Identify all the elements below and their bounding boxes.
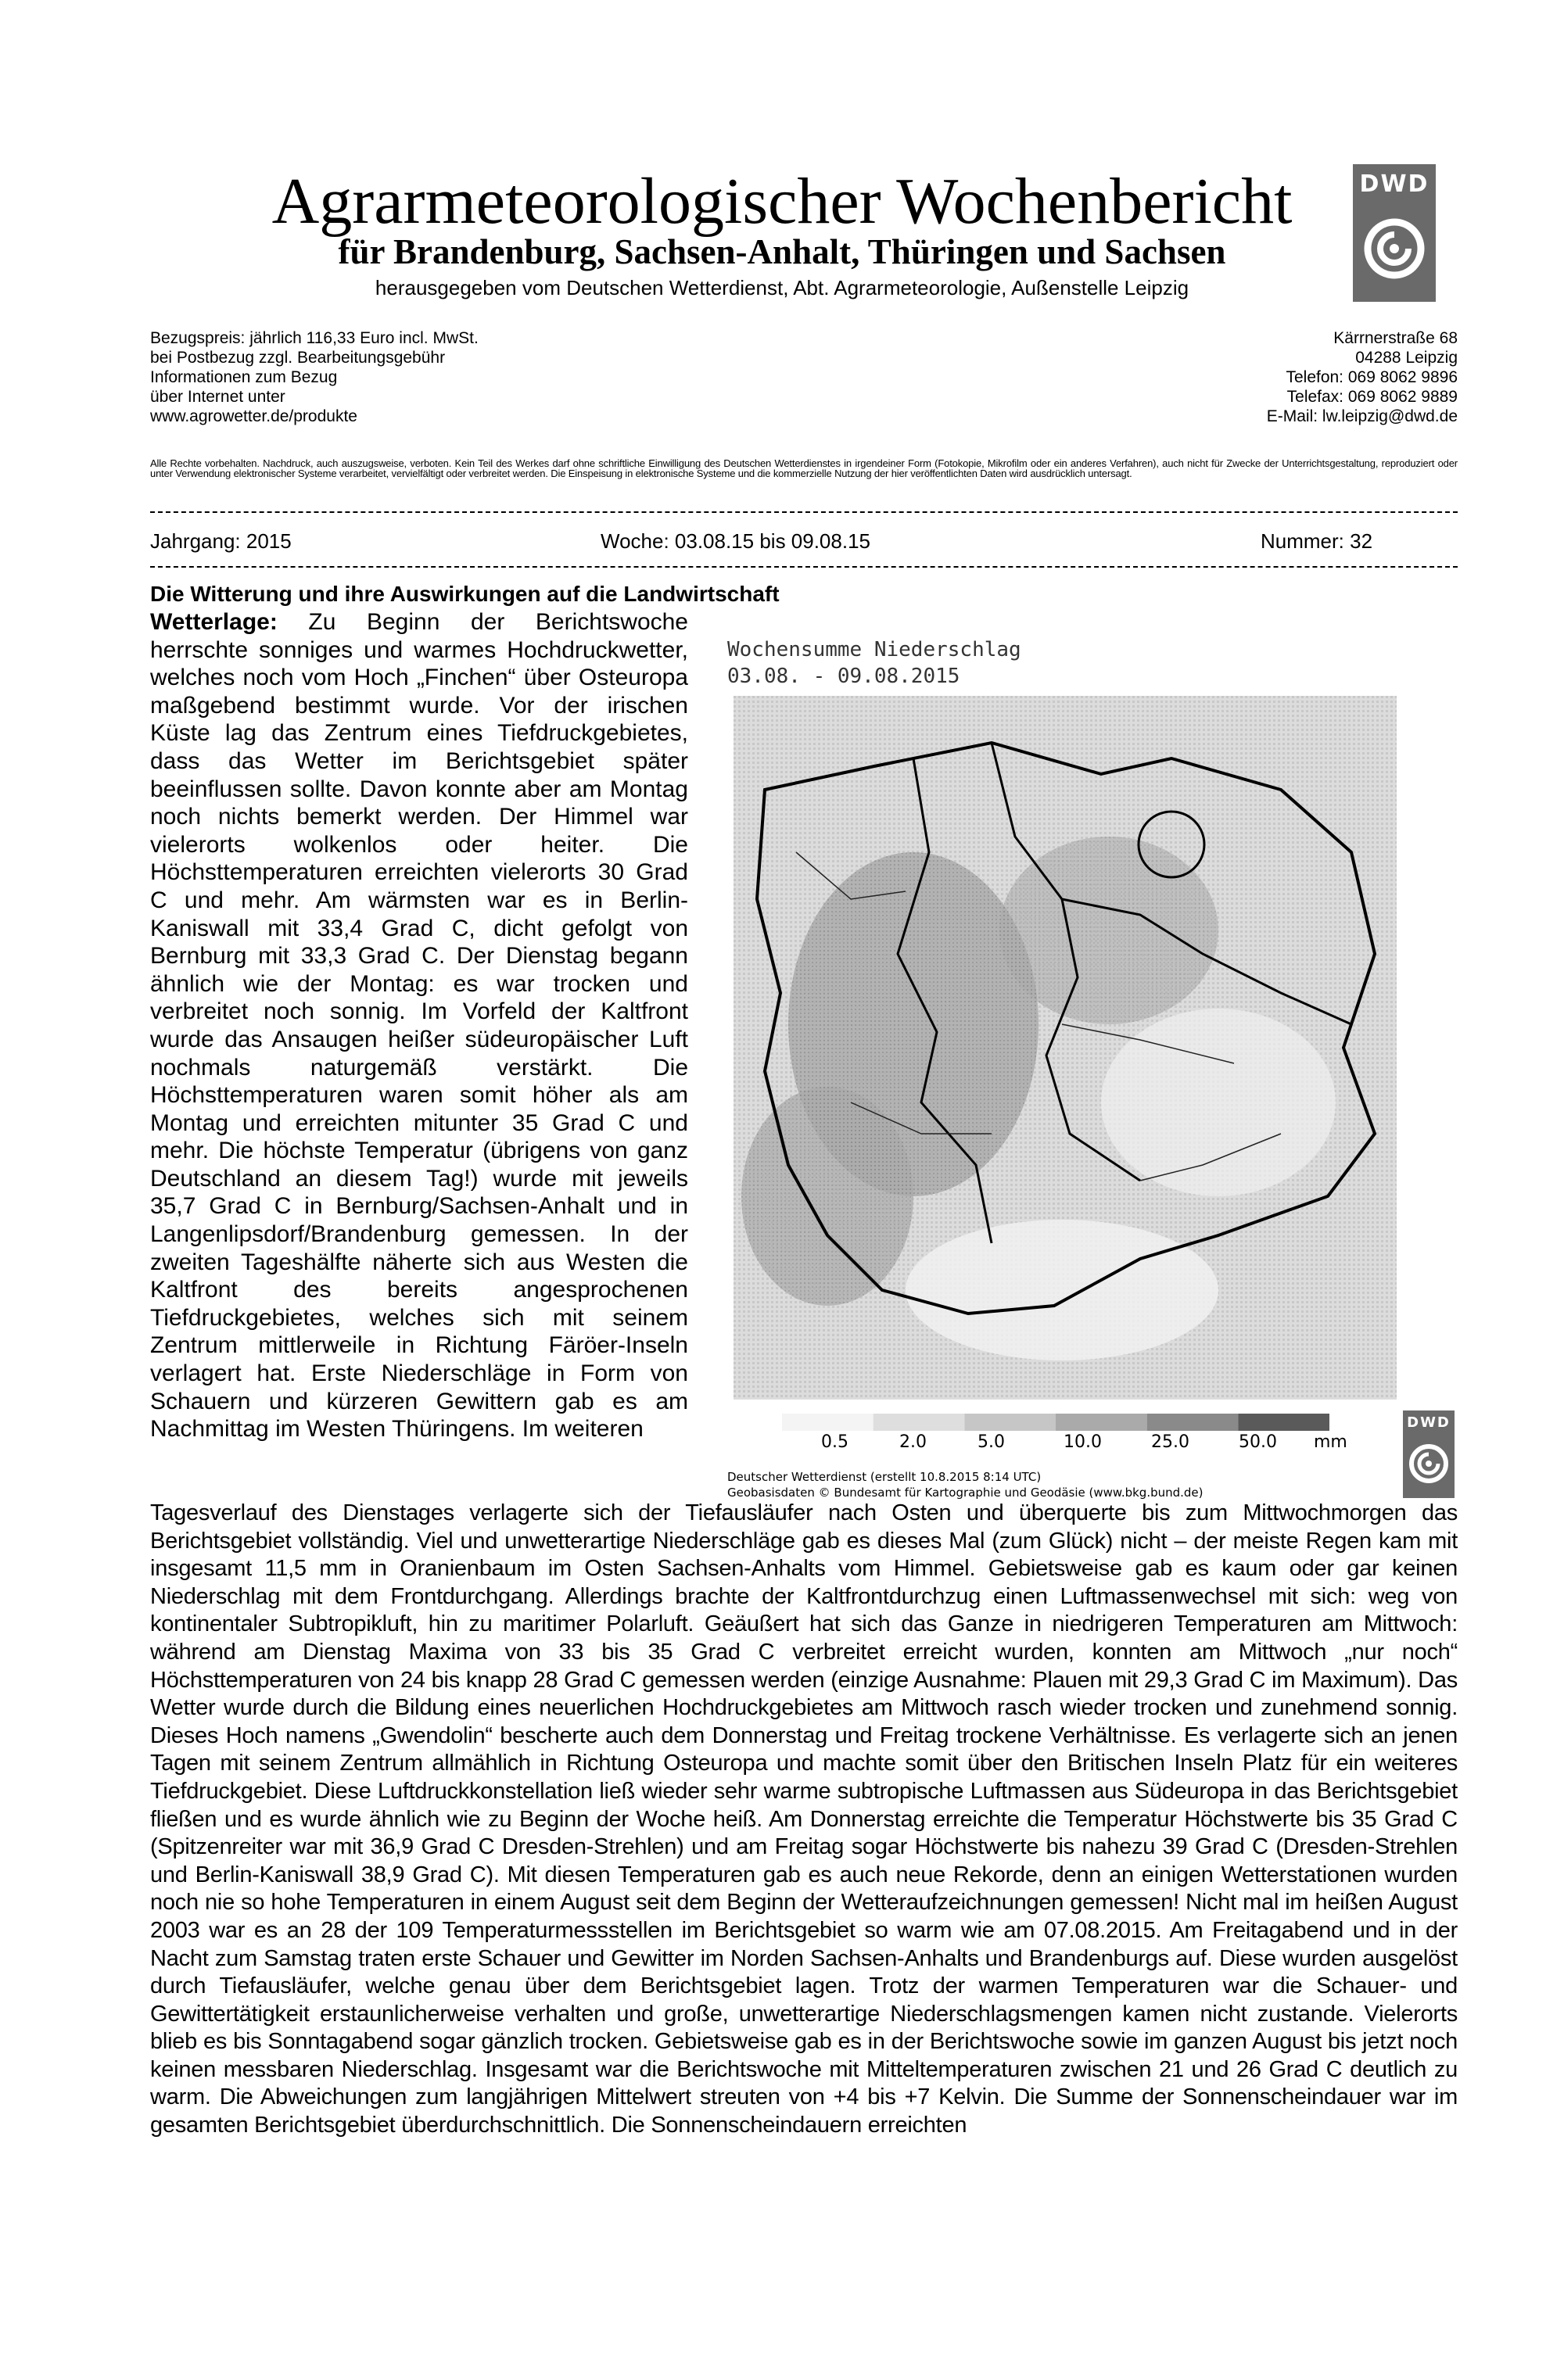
address-phone: Telefon: 069 8062 9896 xyxy=(1286,368,1458,386)
section-heading: Die Witterung und ihre Auswirkungen auf die Landwirtschaft xyxy=(150,582,780,606)
map-credit: Deutscher Wetterdienst (erstellt 10.8.2015 8:14 UTC) xyxy=(727,1470,1042,1484)
weather-text-left-body: Zu Beginn der Berichtswoche herrschte sonniges und warmes Hochdruckwetter, welches noch vom Hoch „Finchen“ über Osteuropa maßgebend bestimmt wurde. Vor der irischen Küste lag das Zentrum eines Tiefdruckgebietes, dass das Wetter im Berichtsgebiet später beeinflussen sollte. Davon konnte aber am Montag noch nichts bemerkt werden. Der Himmel war vielerorts wolkenlos oder heiter. Die Höchsttemperaturen erreichten vielerorts 30 Grad C und mehr. Am wärmsten war es in Berlin-Kaniswall mit 33,4 Grad C, dicht gefolgt von Bernburg mit 33,3 Grad C. Der Dienstag begann ähnlich wie der Montag: es war trocken und verbreitet noch sonnig. Im Vorfeld der Kaltfront wurde das Ansaugen heißer südeuropäischer Luft nochmals naturgemäß verstärkt. Die Höchsttemperaturen waren somit höher als am Montag und erreichten mitunter 35 Grad C und mehr. Die höchste Temperatur (übrigens von ganz Deutschland an diesem Tag!) wurde mit jeweils 35,7 Grad C in Bernburg/Sachsen-Anhalt und in Langenlipsdorf/Brandenburg gemessen. In der zweiten Tageshälfte näherte sich aus Westen die Kaltfront des bereits angesprochenen Tiefdruckgebietes, welches sich mit seinem Zentrum mittlerweile in Richtung Färöer-Inseln verlagert hat. Erste Niederschläge in Form von Schauern und kürzeren Gewittern gab es am Nachmittag im Westen Thüringens. Im weiteren xyxy=(150,609,688,1443)
dwd-swirl-icon xyxy=(1353,200,1436,294)
legend-label: 10.0 xyxy=(1064,1432,1102,1452)
dwd-swirl-icon xyxy=(1403,1432,1455,1495)
dwd-logo xyxy=(1353,164,1436,302)
dwd-logo-text: DWD xyxy=(1359,170,1429,198)
legend-label: 0.5 xyxy=(821,1432,848,1452)
legend-swatch xyxy=(1056,1414,1147,1431)
map-title: Wochensumme Niederschlag xyxy=(727,638,1021,661)
legend-swatch xyxy=(782,1414,873,1431)
address-email[interactable]: E-Mail: lw.leipzig@dwd.de xyxy=(1266,407,1458,425)
address-street: Kärrnerstraße 68 xyxy=(1333,329,1458,347)
subscription-info xyxy=(150,328,698,426)
subscription-line: Informationen zum Bezug xyxy=(150,368,338,386)
map-legend-bar xyxy=(782,1414,1329,1431)
precipitation-map xyxy=(734,696,1397,1400)
precipitation-map-graphic xyxy=(734,696,1397,1400)
legend-swatch xyxy=(1238,1414,1329,1431)
issue-number: Nummer: 32 xyxy=(1261,529,1373,553)
legend-swatch xyxy=(873,1414,965,1431)
lead-label: Wetterlage: xyxy=(150,609,278,635)
legend-swatch xyxy=(964,1414,1056,1431)
subscription-line: über Internet unter xyxy=(150,388,285,406)
map-credit: Geobasisdaten © Bundesamt für Kartographie und Geodäsie (www.bkg.bund.de) xyxy=(727,1486,1203,1500)
address-block xyxy=(1095,328,1458,426)
subscription-line: Bezugspreis: jährlich 116,33 Euro incl. MwSt. xyxy=(150,329,479,347)
rights-notice: Alle Rechte vorbehalten. Nachdruck, auch auszugsweise, verboten. Kein Teil des Werkes darf ohne schriftliche Einwilligung des Deutschen Wetterdienstes in irgendeiner Form (Fotokopie, Mikrofilm oder ein anderes Verfahren), auch nicht für Zwecke der Unterrichtsgestaltung, reproduziert oder unter Verwendung elektronischer Systeme verarbeitet, vervielfältigt oder verbreitet werden. Die Einspeisung in elektronische Systeme und die kommerzielle Nutzung der hier veröffentlichten Daten wird ausdrücklich untersagt. xyxy=(150,457,1458,479)
map-period: 03.08. - 09.08.2015 xyxy=(727,665,960,688)
divider-top xyxy=(150,511,1458,513)
dwd-logo-small xyxy=(1403,1410,1455,1498)
subscription-line: bei Postbezug zzgl. Bearbeitungsgebühr xyxy=(150,349,446,367)
issue-year: Jahrgang: 2015 xyxy=(150,529,292,553)
legend-swatch xyxy=(1147,1414,1239,1431)
legend-label: 50.0 xyxy=(1239,1432,1277,1452)
divider-bottom xyxy=(150,566,1458,568)
report-subtitle: für Brandenburg, Sachsen-Anhalt, Thüringen und Sachsen xyxy=(338,232,1226,271)
dwd-logo-small-text: DWD xyxy=(1407,1414,1451,1431)
legend-unit: mm xyxy=(1314,1432,1347,1452)
legend-label: 2.0 xyxy=(899,1432,927,1452)
address-fax: Telefax: 069 8062 9889 xyxy=(1286,388,1458,406)
issue-week: Woche: 03.08.15 bis 09.08.15 xyxy=(601,529,870,553)
report-title: Agrarmeteorologischer Wochenbericht xyxy=(271,165,1293,238)
address-city: 04288 Leipzig xyxy=(1355,349,1458,367)
legend-label: 25.0 xyxy=(1151,1432,1189,1452)
weather-text-left xyxy=(150,608,688,1443)
publisher-line: herausgegeben vom Deutschen Wetterdienst, Abt. Agrarmeteorologie, Außenstelle Leipzig xyxy=(375,276,1189,299)
subscription-url[interactable]: www.agrowetter.de/produkte xyxy=(150,407,357,425)
weather-text-full: Tagesverlauf des Dienstages verlagerte sich der Tiefausläufer nach Osten und überquerte bis zum Mittwochmorgen das Berichtsgebiet vollständig. Viel und unwetterartige Niederschläge gab es dieses Mal (zum Glück) nicht – der meiste Regen kam mit insgesamt 11,5 mm in Oranienbaum im Osten Sachsen-Anhalts vom Himmel. Gebietsweise gab es kaum oder gar keinen Niederschlag mit dem Frontdurchgang. Allerdings brachte der Kaltfrontdurchzug einen Luftmassenwechsel mit sich: weg von kontinentaler Subtropikluft, hin zu maritimer Polarluft. Geäußert hat sich das Ganze in niedrigeren Temperaturen am Mittwoch: während am Dienstag Maxima von 33 bis 35 Grad C verbreitet erreicht wurden, konnten am Mittwoch „nur noch“ Höchsttemperaturen von 24 bis knapp 28 Grad C gemessen werden (einzige Ausnahme: Plauen mit 29,3 Grad C im Maximum). Das Wetter wurde durch die Bildung eines neuerlichen Hochdruckgebietes am Mittwoch rasch wieder trocken und zunehmend sonnig. Dieses Hoch namens „Gwendolin“ bescherte auch dem Donnerstag und Freitag trockene Verhältnisse. Es verlagerte sich an jenen Tagen mit seinem Zentrum allmählich in Richtung Osteuropa und machte somit über den Britischen Inseln Platz für ein weiteres Tiefdruckgebiet. Diese Luftdruckkonstellation ließ wieder sehr warme subtropische Luftmassen aus Südeuropa in das Berichtsgebiet fließen und es wurde ähnlich wie zu Beginn der Woche heiß. Am Donnerstag erreichte die Temperatur Höchstwerte bis 35 Grad C (Spitzenreiter war mit 36,9 Grad C Dresden-Strehlen) und am Freitag sogar Höchstwerte bis nahezu 39 Grad C (Dresden-Strehlen und Berlin-Kaniswall 38,9 Grad C). Mit diesen Temperaturen gab es auch neue Rekorde, denn an einigen Wetterstationen wurden noch nie so hohe Temperaturen in einem August seit dem Beginn der Wetteraufzeichnungen gemessen! Nicht mal im heißen August 2003 war es an 28 der 109 Temperaturmessstellen im Berichtsgebiet so warm wie am 07.08.2015. Am Freitagabend und in der Nacht zum Samstag traten erste Schauer und Gewitter im Norden Sachsen-Anhalts und Brandenburgs auf. Diese wurden ausgelöst durch Tiefausläufer, welche genau über dem Berichtsgebiet lagen. Trotz der warmen Temperaturen war die Schauer- und Gewittertätigkeit erstaunlicherweise verhalten und große, unwetterartige Niederschlagsmengen kamen nicht zustande. Vielerorts blieb es bis Sonntagabend sogar gänzlich trocken. Gebietsweise gab es in der Berichtswoche sowie im ganzen August bis jetzt noch keinen messbaren Niederschlag. Insgesamt war die Berichtswoche mit Mitteltemperaturen zwischen 21 und 26 Grad C deutlich zu warm. Die Abweichungen zum langjährigen Mittelwert streuten von +4 bis +7 Kelvin. Die Summe der Sonnenscheindauer war im gesamten Berichtsgebiet überdurchschnittlich. Die Sonnenscheindauern erreichten xyxy=(150,1500,1458,2138)
legend-label: 5.0 xyxy=(978,1432,1005,1452)
